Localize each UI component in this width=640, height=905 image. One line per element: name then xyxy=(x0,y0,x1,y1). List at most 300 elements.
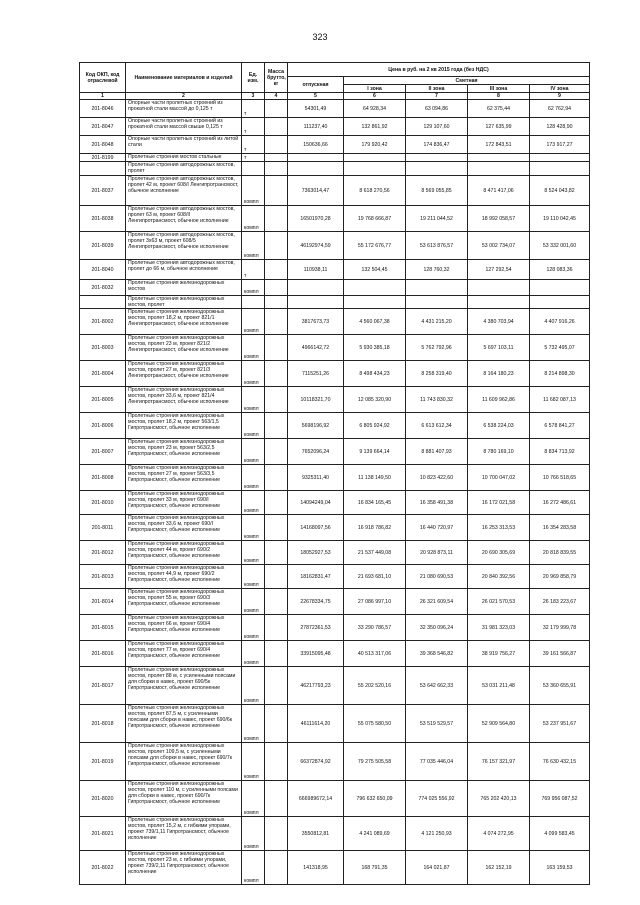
row-code: 201-8013 xyxy=(80,565,126,589)
row-price-zone3: 10 700 047,02 xyxy=(468,465,530,491)
row-mass xyxy=(265,206,288,232)
header-zone3: III зона xyxy=(468,85,530,93)
page-number: 323 xyxy=(312,32,328,42)
row-price-zone3: 11 609 962,86 xyxy=(468,387,530,413)
row-mass xyxy=(265,335,288,361)
row-price-zone1: 55 075 580,50 xyxy=(344,705,406,743)
row-unit: компл xyxy=(242,361,265,387)
table-row xyxy=(80,541,590,565)
row-price-release: 16501970,28 xyxy=(288,206,344,232)
header-price-group: Цена в руб. на 2 кв 2015 года (без НДС) xyxy=(288,63,590,77)
table-row xyxy=(80,565,590,589)
row-price-zone3: 4 074 272,95 xyxy=(468,817,530,851)
row-code: 201-8002 xyxy=(80,309,126,335)
row-name: Пролетные строения железнодорожных мостов, пролет 88 м, с усиленными поясами для сборки в навес, проект 690/5к Гипротрансмост, обычное исполнение xyxy=(126,667,242,705)
row-price-release: 5698196,92 xyxy=(288,413,344,439)
row-name: Пролетные строения железнодорожных мостов, пролет 109,5 м, с усиленными поясами для сборки в навес, проект 690/7к Гипротрансмост, обычное исполнение xyxy=(126,743,242,781)
row-price-zone2: 4 121 250,93 xyxy=(406,817,468,851)
column-number: 5 xyxy=(288,93,344,100)
row-unit: компл xyxy=(242,465,265,491)
row-mass xyxy=(265,515,288,541)
table-row xyxy=(80,817,590,851)
row-price-zone4: 769 956 087,52 xyxy=(530,781,590,817)
row-unit: компл xyxy=(242,491,265,515)
row-price-zone2: 39 368 546,82 xyxy=(406,641,468,667)
row-code: 201-8022 xyxy=(80,851,126,885)
row-name: Пролетные строения автодорожных мостов, пролет xyxy=(126,162,242,176)
row-mass xyxy=(265,413,288,439)
row-price-zone3: 53 031 211,48 xyxy=(468,667,530,705)
row-mass xyxy=(265,296,288,309)
row-price-zone2: 16 358 491,38 xyxy=(406,491,468,515)
row-price-zone1: 19 768 666,87 xyxy=(344,206,406,232)
row-price-release: 46111614,20 xyxy=(288,705,344,743)
row-name: Пролетные строения железнодорожных мостов, пролет 110 м, с усиленными поясами для сборки в навес, проект 690/7к Гипротрансмост, обычное исполнение xyxy=(126,781,242,817)
row-code: 201-8017 xyxy=(80,667,126,705)
row-price-release: 18162831,47 xyxy=(288,565,344,589)
row-price-zone2: 53 613 876,57 xyxy=(406,232,468,260)
row-code: 201-8010 xyxy=(80,491,126,515)
row-price-zone3: 4 380 703,94 xyxy=(468,309,530,335)
row-price-zone4: 62 762,94 xyxy=(530,100,590,118)
table-row xyxy=(80,136,590,154)
row-price-zone3: 52 909 564,80 xyxy=(468,705,530,743)
row-price-release: 7363014,47 xyxy=(288,176,344,206)
row-name: Пролетные строения железнодорожных мостов, пролет 44,9 м, проект 690/2 Гипротрансмост, обычное исполнение xyxy=(126,565,242,589)
row-mass xyxy=(265,136,288,154)
row-price-zone4 xyxy=(530,280,590,296)
table-row xyxy=(80,206,590,232)
row-unit: компл xyxy=(242,851,265,885)
row-code: 201-8039 xyxy=(80,232,126,260)
row-price-zone4: 26 183 223,67 xyxy=(530,589,590,615)
row-code: 201-8046 xyxy=(80,100,126,118)
row-price-zone4: 16 354 283,58 xyxy=(530,515,590,541)
row-unit: т xyxy=(242,260,265,280)
table-row xyxy=(80,781,590,817)
header-unit: Ед. изм. xyxy=(242,63,265,93)
row-name: Пролетные строения мостов стальные xyxy=(126,154,242,162)
header-zone2: II зона xyxy=(406,85,468,93)
row-price-zone3: 38 919 756,27 xyxy=(468,641,530,667)
row-price-zone3: 16 253 313,53 xyxy=(468,515,530,541)
row-price-zone2: 164 021,87 xyxy=(406,851,468,885)
price-table xyxy=(79,62,590,885)
row-price-zone2: 53 519 529,57 xyxy=(406,705,468,743)
row-price-zone4: 4 099 583,45 xyxy=(530,817,590,851)
header-zone4: IV зона xyxy=(530,85,590,93)
row-price-zone2: 6 613 612,34 xyxy=(406,413,468,439)
row-price-release: 46192974,59 xyxy=(288,232,344,260)
row-price-release: 150636,66 xyxy=(288,136,344,154)
row-name: Пролетные строения железнодорожных мостов, пролет xyxy=(126,296,242,309)
row-unit: компл xyxy=(242,280,265,296)
row-code: 201-8199 xyxy=(80,154,126,162)
row-price-zone4: 16 272 486,61 xyxy=(530,491,590,515)
row-price-zone1: 40 513 317,06 xyxy=(344,641,406,667)
row-price-zone3: 8 164 180,23 xyxy=(468,361,530,387)
row-price-release xyxy=(288,162,344,176)
row-mass xyxy=(265,615,288,641)
row-mass xyxy=(265,817,288,851)
row-code: 201-8018 xyxy=(80,705,126,743)
row-name: Пролетные строения железнодорожных мостов, пролет 27 м, проект 563/3,5 Гипротрансмост, обычное исполнение xyxy=(126,465,242,491)
row-price-release: 9325311,40 xyxy=(288,465,344,491)
row-price-zone3: 53 002 734,07 xyxy=(468,232,530,260)
row-price-release: 666989672,14 xyxy=(288,781,344,817)
table-row xyxy=(80,615,590,641)
table-row xyxy=(80,705,590,743)
row-unit: компл xyxy=(242,817,265,851)
row-price-zone1: 21 693 681,10 xyxy=(344,565,406,589)
row-price-zone1: 12 085 320,90 xyxy=(344,387,406,413)
row-price-zone2: 174 836,47 xyxy=(406,136,468,154)
table-row xyxy=(80,154,590,162)
column-number: 4 xyxy=(265,93,288,100)
row-code: 201-8005 xyxy=(80,387,126,413)
row-price-zone2 xyxy=(406,154,468,162)
row-price-zone2 xyxy=(406,162,468,176)
row-price-zone3: 172 843,51 xyxy=(468,136,530,154)
row-price-zone4: 8 524 043,82 xyxy=(530,176,590,206)
row-name: Пролетные строения железнодорожных мостов, пролет 23 м, проект 563/2,5 Гипротрансмост, обычное исполнение xyxy=(126,439,242,465)
row-price-release: 14168097,56 xyxy=(288,515,344,541)
row-price-zone1: 796 632 650,09 xyxy=(344,781,406,817)
table-row xyxy=(80,118,590,136)
row-price-zone4: 39 161 566,87 xyxy=(530,641,590,667)
column-number: 3 xyxy=(242,93,265,100)
row-name: Пролетные строения автодорожных мостов, пролет 42 м, проект 608/I Ленгипротрансмост, обычное исполнение xyxy=(126,176,242,206)
row-name: Пролетные строения железнодорожных мостов, пролет 33,6 м, проект 821/4 Ленгипротрансмост, обычное исполнение xyxy=(126,387,242,413)
row-code: 201-8014 xyxy=(80,589,126,615)
row-price-zone1: 33 290 786,57 xyxy=(344,615,406,641)
row-price-zone3: 16 172 021,58 xyxy=(468,491,530,515)
column-number: 1 xyxy=(80,93,126,100)
column-number: 6 xyxy=(344,93,406,100)
row-mass xyxy=(265,387,288,413)
row-price-zone2: 129 107,60 xyxy=(406,118,468,136)
row-code: 201-8008 xyxy=(80,465,126,491)
table-row xyxy=(80,280,590,296)
row-unit: компл xyxy=(242,615,265,641)
row-price-zone1: 79 275 505,58 xyxy=(344,743,406,781)
row-code: 201-8015 xyxy=(80,615,126,641)
row-price-zone4: 128 428,90 xyxy=(530,118,590,136)
row-code: 201-8011 xyxy=(80,515,126,541)
row-price-zone2: 20 928 873,11 xyxy=(406,541,468,565)
row-price-zone3: 76 157 321,97 xyxy=(468,743,530,781)
table-row xyxy=(80,439,590,465)
row-price-zone1: 4 560 067,38 xyxy=(344,309,406,335)
row-code xyxy=(80,296,126,309)
row-mass xyxy=(265,162,288,176)
row-price-zone2 xyxy=(406,296,468,309)
header-release: отпускная xyxy=(288,77,344,93)
row-unit: компл xyxy=(242,413,265,439)
header-name: Наименование материалов и изделий xyxy=(126,63,242,93)
row-price-zone1: 168 791,35 xyxy=(344,851,406,885)
row-name: Пролетные строения железнодорожных мостов xyxy=(126,280,242,296)
row-name: Опорные части пролетных строений из прокатной стали массой до 0,125 т xyxy=(126,100,242,118)
row-name: Пролетные строения железнодорожных мостов, пролет 23 м, проект 821/2 Ленгипротрансмост, обычное исполнение xyxy=(126,335,242,361)
row-mass xyxy=(265,100,288,118)
row-name: Опорные части пролетных строений из прокатной стали массой свыше 0,125 т xyxy=(126,118,242,136)
row-price-zone3: 162 152,19 xyxy=(468,851,530,885)
row-price-zone2: 77 035 446,04 xyxy=(406,743,468,781)
row-name: Пролетные строения железнодорожных мостов, пролет 18,2 м, проект 821/1 Ленгипротрансмост, обычное исполнение xyxy=(126,309,242,335)
table-row xyxy=(80,515,590,541)
row-price-zone4: 4 407 916,26 xyxy=(530,309,590,335)
row-code: 201-8019 xyxy=(80,743,126,781)
row-price-zone1: 179 920,42 xyxy=(344,136,406,154)
table-row xyxy=(80,589,590,615)
row-code: 201-8006 xyxy=(80,413,126,439)
row-price-release: 4966142,72 xyxy=(288,335,344,361)
row-price-zone4: 10 766 518,65 xyxy=(530,465,590,491)
row-price-zone3: 62 375,44 xyxy=(468,100,530,118)
row-price-zone1 xyxy=(344,280,406,296)
row-price-zone4 xyxy=(530,296,590,309)
row-price-zone3: 6 538 224,03 xyxy=(468,413,530,439)
row-price-release: 141318,95 xyxy=(288,851,344,885)
row-price-release: 46217793,23 xyxy=(288,667,344,705)
row-price-zone1: 21 537 449,08 xyxy=(344,541,406,565)
row-price-release: 54301,49 xyxy=(288,100,344,118)
row-price-zone1: 55 202 520,16 xyxy=(344,667,406,705)
row-name: Пролетные строения железнодорожных мостов, пролет 55 м, проект 690/3 Гипротрансмост, обычное исполнение xyxy=(126,589,242,615)
row-price-zone4: 20 818 839,55 xyxy=(530,541,590,565)
row-price-zone2: 774 025 556,92 xyxy=(406,781,468,817)
row-price-zone1 xyxy=(344,162,406,176)
row-price-zone4 xyxy=(530,154,590,162)
row-mass xyxy=(265,260,288,280)
row-price-zone4: 11 682 087,13 xyxy=(530,387,590,413)
row-mass xyxy=(265,781,288,817)
column-number-row xyxy=(80,93,590,100)
row-price-zone3: 31 981 323,03 xyxy=(468,615,530,641)
row-unit: компл xyxy=(242,176,265,206)
row-price-zone1: 9 139 664,14 xyxy=(344,439,406,465)
row-name: Пролетные строения железнодорожных мостов, пролет 66 м, проект 690/4 Гипротрансмост, обычное исполнение xyxy=(126,615,242,641)
row-price-zone4: 8 214 898,30 xyxy=(530,361,590,387)
row-name: Опорные части пролетных строений из литой стали xyxy=(126,136,242,154)
row-unit: т xyxy=(242,154,265,162)
row-mass xyxy=(265,280,288,296)
row-code: 201-8047 xyxy=(80,118,126,136)
row-price-zone2: 10 823 422,60 xyxy=(406,465,468,491)
row-price-zone2: 16 440 720,97 xyxy=(406,515,468,541)
row-price-zone3: 26 021 570,53 xyxy=(468,589,530,615)
row-price-zone4: 53 237 951,67 xyxy=(530,705,590,743)
row-price-release: 7115251,26 xyxy=(288,361,344,387)
row-code: 201-8040 xyxy=(80,260,126,280)
row-code: 201-8020 xyxy=(80,781,126,817)
column-number: 2 xyxy=(126,93,242,100)
row-price-zone3: 8 471 417,06 xyxy=(468,176,530,206)
row-price-zone4: 20 969 858,79 xyxy=(530,565,590,589)
row-price-release: 10118321,70 xyxy=(288,387,344,413)
row-price-zone4: 76 630 432,15 xyxy=(530,743,590,781)
row-price-zone4: 163 159,53 xyxy=(530,851,590,885)
row-name: Пролетные строения железнодорожных мостов, пролет 27 м, проект 821/3 Ленгипротрансмост, обычное исполнение xyxy=(126,361,242,387)
row-code: 201-8038 xyxy=(80,206,126,232)
table-row xyxy=(80,361,590,387)
table-row xyxy=(80,491,590,515)
row-name: Пролетные строения железнодорожных мостов, пролет 15,2 м, с гибкими упорами, проект 739/1,11 Гипротрансмост, обычное исполнение xyxy=(126,817,242,851)
table-row xyxy=(80,335,590,361)
row-price-release: 14094249,04 xyxy=(288,491,344,515)
row-price-release xyxy=(288,296,344,309)
row-mass xyxy=(265,154,288,162)
row-unit: компл xyxy=(242,309,265,335)
row-price-zone2: 26 321 609,54 xyxy=(406,589,468,615)
row-unit: компл xyxy=(242,705,265,743)
row-unit: компл xyxy=(242,641,265,667)
row-price-zone1: 11 138 149,50 xyxy=(344,465,406,491)
table-row xyxy=(80,641,590,667)
row-price-release: 27872361,53 xyxy=(288,615,344,641)
row-price-release: 22678334,75 xyxy=(288,589,344,615)
row-code: 201-8012 xyxy=(80,541,126,565)
row-price-zone2: 4 431 215,20 xyxy=(406,309,468,335)
row-price-zone1: 16 918 786,82 xyxy=(344,515,406,541)
row-mass xyxy=(265,118,288,136)
row-price-release: 110938,11 xyxy=(288,260,344,280)
row-price-zone1: 4 241 089,69 xyxy=(344,817,406,851)
row-price-zone2: 53 642 662,33 xyxy=(406,667,468,705)
row-price-zone2: 8 881 407,93 xyxy=(406,439,468,465)
row-mass xyxy=(265,705,288,743)
row-mass xyxy=(265,439,288,465)
row-price-zone4: 8 834 713,92 xyxy=(530,439,590,465)
row-mass xyxy=(265,667,288,705)
row-code: 201-8007 xyxy=(80,439,126,465)
row-code: 201-8003 xyxy=(80,335,126,361)
table-row xyxy=(80,162,590,176)
row-price-zone3: 18 992 058,57 xyxy=(468,206,530,232)
table-row xyxy=(80,465,590,491)
row-name: Пролетные строения железнодорожных мостов, пролет 44 м, проект 690/2 Гипротрансмост, обычное исполнение xyxy=(126,541,242,565)
row-code: 201-8021 xyxy=(80,817,126,851)
row-unit: компл xyxy=(242,206,265,232)
row-name: Пролетные строения железнодорожных мостов, пролет 87,5 м, с усиленными поясами для сборки в навес, проект 690/6к Гипротрансмост, обычное исполнение xyxy=(126,705,242,743)
row-price-zone2: 8 258 319,40 xyxy=(406,361,468,387)
table-row xyxy=(80,232,590,260)
table-row xyxy=(80,296,590,309)
row-price-zone3: 8 780 169,10 xyxy=(468,439,530,465)
row-price-zone3 xyxy=(468,296,530,309)
header-estimate: Сметная xyxy=(344,77,590,85)
row-price-zone3: 765 202 420,13 xyxy=(468,781,530,817)
header-code: Код ОКП, код отраслевой xyxy=(80,63,126,93)
row-code: 201-8048 xyxy=(80,136,126,154)
row-unit: компл xyxy=(242,335,265,361)
row-price-release: 111237,40 xyxy=(288,118,344,136)
row-price-zone1: 8 618 270,56 xyxy=(344,176,406,206)
row-price-release: 33915095,48 xyxy=(288,641,344,667)
row-price-zone2: 5 762 792,96 xyxy=(406,335,468,361)
row-price-zone1: 132 504,45 xyxy=(344,260,406,280)
row-price-zone3 xyxy=(468,280,530,296)
row-price-release xyxy=(288,280,344,296)
table-row xyxy=(80,413,590,439)
row-mass xyxy=(265,641,288,667)
table-row xyxy=(80,100,590,118)
row-code: 201-8004 xyxy=(80,361,126,387)
row-price-release: 66372874,92 xyxy=(288,743,344,781)
row-price-zone1: 6 805 924,92 xyxy=(344,413,406,439)
row-name: Пролетные строения железнодорожных мостов, пролет 33 м, проект 690/I Гипротрансмост, обычное исполнение xyxy=(126,491,242,515)
row-price-zone3: 20 840 392,56 xyxy=(468,565,530,589)
row-mass xyxy=(265,361,288,387)
row-price-zone4: 32 179 999,78 xyxy=(530,615,590,641)
table-row xyxy=(80,176,590,206)
header-mass: Масса брутто, кг xyxy=(265,63,288,93)
row-unit: компл xyxy=(242,565,265,589)
row-price-zone4: 19 110 042,45 xyxy=(530,206,590,232)
row-price-zone3: 127 635,99 xyxy=(468,118,530,136)
table-row xyxy=(80,387,590,413)
row-price-zone1 xyxy=(344,296,406,309)
row-price-release: 3817673,73 xyxy=(288,309,344,335)
row-price-release: 18052927,53 xyxy=(288,541,344,565)
row-mass xyxy=(265,309,288,335)
column-number: 7 xyxy=(406,93,468,100)
row-unit: т xyxy=(242,136,265,154)
row-price-zone3: 20 690 305,69 xyxy=(468,541,530,565)
row-price-release: 3550812,81 xyxy=(288,817,344,851)
row-price-zone4: 173 917,27 xyxy=(530,136,590,154)
row-mass xyxy=(265,851,288,885)
row-unit: компл xyxy=(242,781,265,817)
row-name: Пролетные строения железнодорожных мостов, пролет 18,2 м, проект 563/1,5 Гипротрансмост, обычное исполнение xyxy=(126,413,242,439)
row-unit: т xyxy=(242,118,265,136)
row-price-zone1: 132 861,92 xyxy=(344,118,406,136)
row-name: Пролетные строения автодорожных мостов, пролет до 66 м, обычное исполнение xyxy=(126,260,242,280)
row-price-zone2: 63 094,86 xyxy=(406,100,468,118)
row-price-zone2: 8 569 055,85 xyxy=(406,176,468,206)
row-name: Пролетные строения железнодорожных мостов, пролет 33,6 м, проект 690/I Гипротрансмост, обычное исполнение xyxy=(126,515,242,541)
row-price-zone1: 5 930 385,18 xyxy=(344,335,406,361)
row-price-zone2: 32 350 096,24 xyxy=(406,615,468,641)
row-price-zone2: 21 080 690,53 xyxy=(406,565,468,589)
row-name: Пролетные строения автодорожных мостов, пролет 63 м, проект 608/II Ленгипротрансмост, обычное исполнение xyxy=(126,206,242,232)
row-mass xyxy=(265,491,288,515)
row-mass xyxy=(265,565,288,589)
row-price-zone2: 128 760,32 xyxy=(406,260,468,280)
row-code: 201-8032 xyxy=(80,280,126,296)
table-row xyxy=(80,667,590,705)
column-number: 8 xyxy=(468,93,530,100)
row-unit xyxy=(242,296,265,309)
row-mass xyxy=(265,465,288,491)
row-price-zone1: 8 498 434,23 xyxy=(344,361,406,387)
row-price-zone2: 19 211 044,52 xyxy=(406,206,468,232)
table-row xyxy=(80,851,590,885)
row-price-zone3: 5 697 103,11 xyxy=(468,335,530,361)
row-mass xyxy=(265,176,288,206)
row-price-zone4 xyxy=(530,162,590,176)
row-price-zone1: 16 834 165,45 xyxy=(344,491,406,515)
row-price-zone2 xyxy=(406,280,468,296)
row-unit: компл xyxy=(242,667,265,705)
row-unit: компл xyxy=(242,743,265,781)
header-zone1: I зона xyxy=(344,85,406,93)
row-unit: компл xyxy=(242,439,265,465)
row-unit: т xyxy=(242,100,265,118)
row-price-zone3: 127 292,54 xyxy=(468,260,530,280)
row-unit xyxy=(242,162,265,176)
